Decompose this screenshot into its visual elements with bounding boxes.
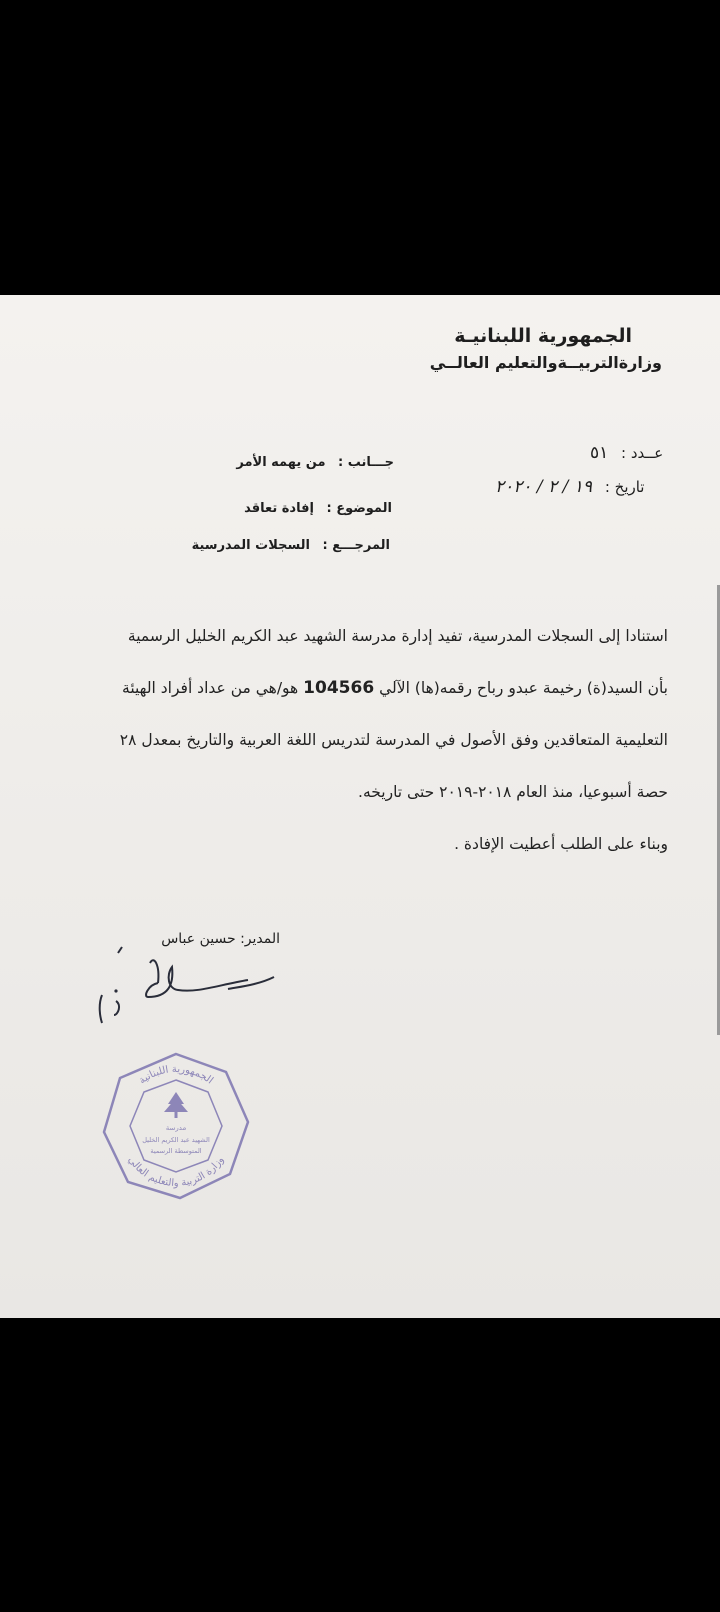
number-value: ٥١ xyxy=(590,443,609,463)
official-stamp xyxy=(100,1050,252,1202)
stamp-inner-1: مدرسة xyxy=(165,1124,187,1132)
date-value: ١٩ / ٢ / ٢٠٢٠ xyxy=(495,477,593,497)
body-line-4: حصة أسبوعيا، منذ العام ٢٠١٨-٢٠١٩ حتى تاريخه. xyxy=(358,783,668,801)
employee-id: 104566 xyxy=(303,678,375,698)
stamp-top-text xyxy=(137,1064,215,1086)
addressee-value: من يهمه الأمر xyxy=(236,455,326,470)
addressee-label: جـــانب : xyxy=(338,455,394,470)
body-line-1: استنادا إلى السجلات المدرسية، تفيد إدارة مدرسة الشهيد عبد الكريم الخليل الرسمية xyxy=(127,627,668,645)
date-label: تاريخ : xyxy=(604,478,645,496)
director-label: المدير: xyxy=(240,931,280,947)
document-number xyxy=(590,443,663,463)
body-line-2-pre: بأن السيد(ة) رخيمة عبدو رباح رقمه(ها) الآلي xyxy=(379,679,668,697)
reference-line xyxy=(192,538,390,553)
header-republic: الجمهورية اللبنانيـة xyxy=(454,325,632,347)
subject-value: إفادة تعاقد xyxy=(244,501,314,516)
stamp-top-path: الجمهورية اللبنانية xyxy=(137,1063,215,1087)
stamp-inner-2: الشهيد عبد الكريم الخليل xyxy=(142,1136,210,1144)
number-label: عــدد : xyxy=(621,444,664,462)
subject-line xyxy=(244,501,392,516)
cedar-tree-icon xyxy=(164,1092,188,1118)
director-name: حسين عباس xyxy=(161,931,236,947)
stamp-bottom-path: وزارة التربية والتعليم العالي xyxy=(125,1154,227,1190)
letter-body xyxy=(28,610,668,870)
document-page xyxy=(0,295,720,1318)
document-date xyxy=(495,477,644,497)
addressee-line xyxy=(236,455,394,470)
closing-line: وبناء على الطلب أعطيت الإفادة . xyxy=(454,835,668,853)
handwritten-signature xyxy=(88,945,288,1035)
reference-value: السجلات المدرسية xyxy=(191,538,311,553)
reference-label: المرجـــع : xyxy=(322,538,390,553)
header-ministry: وزارةالتربيــةوالتعليم العالــي xyxy=(429,353,662,372)
body-line-3: التعليمية المتعاقدين وفق الأصول في المدرسة لتدريس اللغة العربية والتاريخ بمعدل ٢٨ xyxy=(119,731,668,749)
body-line-2 xyxy=(28,662,668,714)
subject-label: الموضوع : xyxy=(326,501,392,516)
body-line-2-post: هو/هي من عداد أفراد الهيئة xyxy=(122,679,299,697)
stamp-inner-3: المتوسطة الرسمية xyxy=(150,1147,202,1155)
